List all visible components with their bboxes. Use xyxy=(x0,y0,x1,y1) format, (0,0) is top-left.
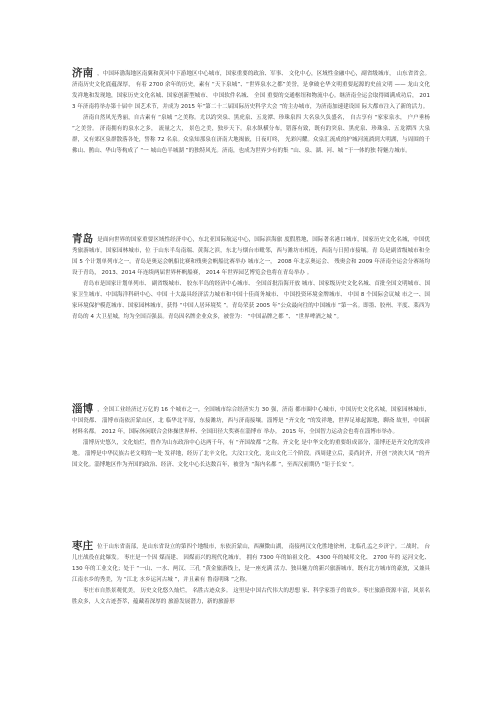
city-name: 济南 xyxy=(72,67,94,79)
paragraph-text: 是面向世界的国家重要区域性经济中心，东北亚国际航运中心，国际滨海旅 度假胜地，国际著名港口城市，国家历史文化名城，中国优秀旅游城市，国家园林城市，位 于山东半岛南端、黄海之滨，东北与烟台市毗邻，西与潍坊市相连，西南与日照市接壤。青 岛是副省级城市和全国 5 个计划单列市之一。青岛是奥运会帆船比赛和残奥会帆船比赛举办 城市之一， 2008 年北京奥运会、 残奥会和 2009 年济南全运会分赛场均设于青岛， 2013、2014 年连续两届世界杯帆船赛， 2014 年世界园艺博览会也将在青岛举办 。 xyxy=(72,237,430,276)
paragraph xyxy=(72,67,430,113)
paragraph: 枣庄市自然景观优美， 历史文化悠久灿烂， 名胜古迹众多。 这里是中国古代伟大的思想 家、科学家墨子的故乡。枣庄旅游资源丰富，风景名胜众多，人文古迹荟萃，蕴藏着深厚的 旅游发展潜力，新的旅游形 xyxy=(72,588,430,605)
paragraph xyxy=(72,540,430,586)
section-qingdao xyxy=(72,233,430,323)
paragraph xyxy=(72,403,430,438)
section-zaozhuang xyxy=(72,540,430,608)
paragraph xyxy=(72,233,430,279)
section-zibo xyxy=(72,403,430,471)
paragraph: 淄博历史悠久，文化灿烂，曾作为山东政治中心达两千年，有 “齐国故都 ”之称。齐文化 是中华文化的重要组成部分，淄博还是齐文化的发祥地。 淄博是中华民族古老文明的一处 发祥地，经历了北辛文化，大汶口文化，龙山文化三个阶段。西周建立后，姜尚封齐，开创 “泱泱大风 ”的齐国文化。淄博地区作为齐国的政治、经济、文化中心长达数百年，被誉为 “海内名都 ”，至西汉前期仍 “钜于长安 ”。 xyxy=(72,440,430,468)
section-jinan xyxy=(72,67,430,157)
city-name: 青岛 xyxy=(72,233,94,245)
paragraph: 济南自然风光秀丽，自古素有 “泉城 ”之美称。尤以趵突泉、黑虎泉、五龙潭、珍珠泉四 大名泉久负盛名， 自古享有 “家家泉水， 户户垂杨 ”之美誉。 济南拥有的泉水之多， 流量之大， 景色之美，独步天下。泉水纵横分布，错落有致，既有趵突泉、黑虎泉、珍珠泉、五龙潭四 大泉群，又有郊区泉群散落各处，誓称 72 名泉。众泉知那泉在济南大地揭嵌，日夜叮咚， 光彩闪耀。众泉汇流成的护城河流淌到大明湖，与周围的千佛山、鹊山、华山等构成了 “一 城山色半城湖 ”的独特风光。济南，也成为世界少有的集 “山、泉、湖、河、城 ”于一体的独 特魅力城市。 xyxy=(72,115,430,154)
paragraph: 青岛市是国家计划单列市、 副省级城市、 胶东半岛的经济中心城市、 全国首批沿海开放 城市、国家级历史文化名城、首批全国文明城市、国家卫生城市、中国海洋科研中心、中国 十大最具经济活力城市和中国十佳商务城市、 中国投资环境金牌城市、 中国 8 个国际会议城 市之一、国家环境保护模范城市、国家园林城市，获得 “中国人居环境奖 ”。青岛荣获 2005 年“公众最向往的中国城市 ”第一名。即墨、胶州、平度、莱西为青岛的 4 大卫星城，均为全国百强县。青岛因名牌企业众多，被誉为： “中国品牌之都 ”、 “世界啤酒之城 ”。 xyxy=(72,281,430,320)
paragraph-text: ，全国工业经济过万亿的 16 个城市之一，全国城市综合经济实力 30 强，济南 都市圈中心城市，中国历史文化名城，国家园林城市，中国瓷都、 淄博市南依沂蒙山区，北 临华北平原，东接潍坊，西与济南接壤。淄博是 “齐文化 ”的发祥地，世界足球起源地，聊斋 故里，中国新材料名都。 2012 年，国际休闲联合会体操世界杯、全国田径大奖赛在淄博市 举办。 2015 年，全国智力运动会也将在淄博市举办。 xyxy=(72,407,430,435)
paragraph-text: 位于山东省南部，是山东省设立的第四个地级市，东依沂蒙山，西濒微山湖， 南接两汉文化胜地徐州，北临孔孟之乡济宁。二战时， 台儿庄战役在此爆发。 枣庄是一个因 煤而建、 因煤而兴的现代化城市， 拥有 7300 年的始祖文化、 4300 年的城邦文化、 2700 年的 运河文化、 130 年的工业文化；处于 “一山、一水、两汉、三孔 ”黄金旅游线上，是一座充满 活力、独具魅力的新兴旅游城市，既有北方城市的豪放，又兼具江南水乡的秀美，为 “江北 水乡运河古城 ”，并且素有 鲁南明珠 ”之称。 xyxy=(72,544,430,583)
city-name: 枣庄 xyxy=(72,540,94,552)
paragraph-text: ，中国环渤海地区南翼和黄河中下游地区中心城市，国家重要的政治、军事、 文化中心，区域性金融中心，副省级城市， 山东省省会。 济南历史文化底蕴深厚， 有着 2700 余年的历史，素有 “天下泉城”、“世界泉水之都”美誉，是拿破仑华文明重要起源的史前文明 —— 龙山文化发祥地和发现地，国家历史文化名城、国家创新型城市、 中国软件名城、 全国 重要的交通枢纽和物流中心。继济南全运会取得圆满成功后， 2013 年济南将举办第十届中 国艺术节，并成为 2015 年“第二十二届国际历史科学大会 ”的主办城市，为济南加速建设国 际大都市注入了新的活力。 xyxy=(72,71,430,110)
city-name: 淄博 xyxy=(72,403,94,415)
